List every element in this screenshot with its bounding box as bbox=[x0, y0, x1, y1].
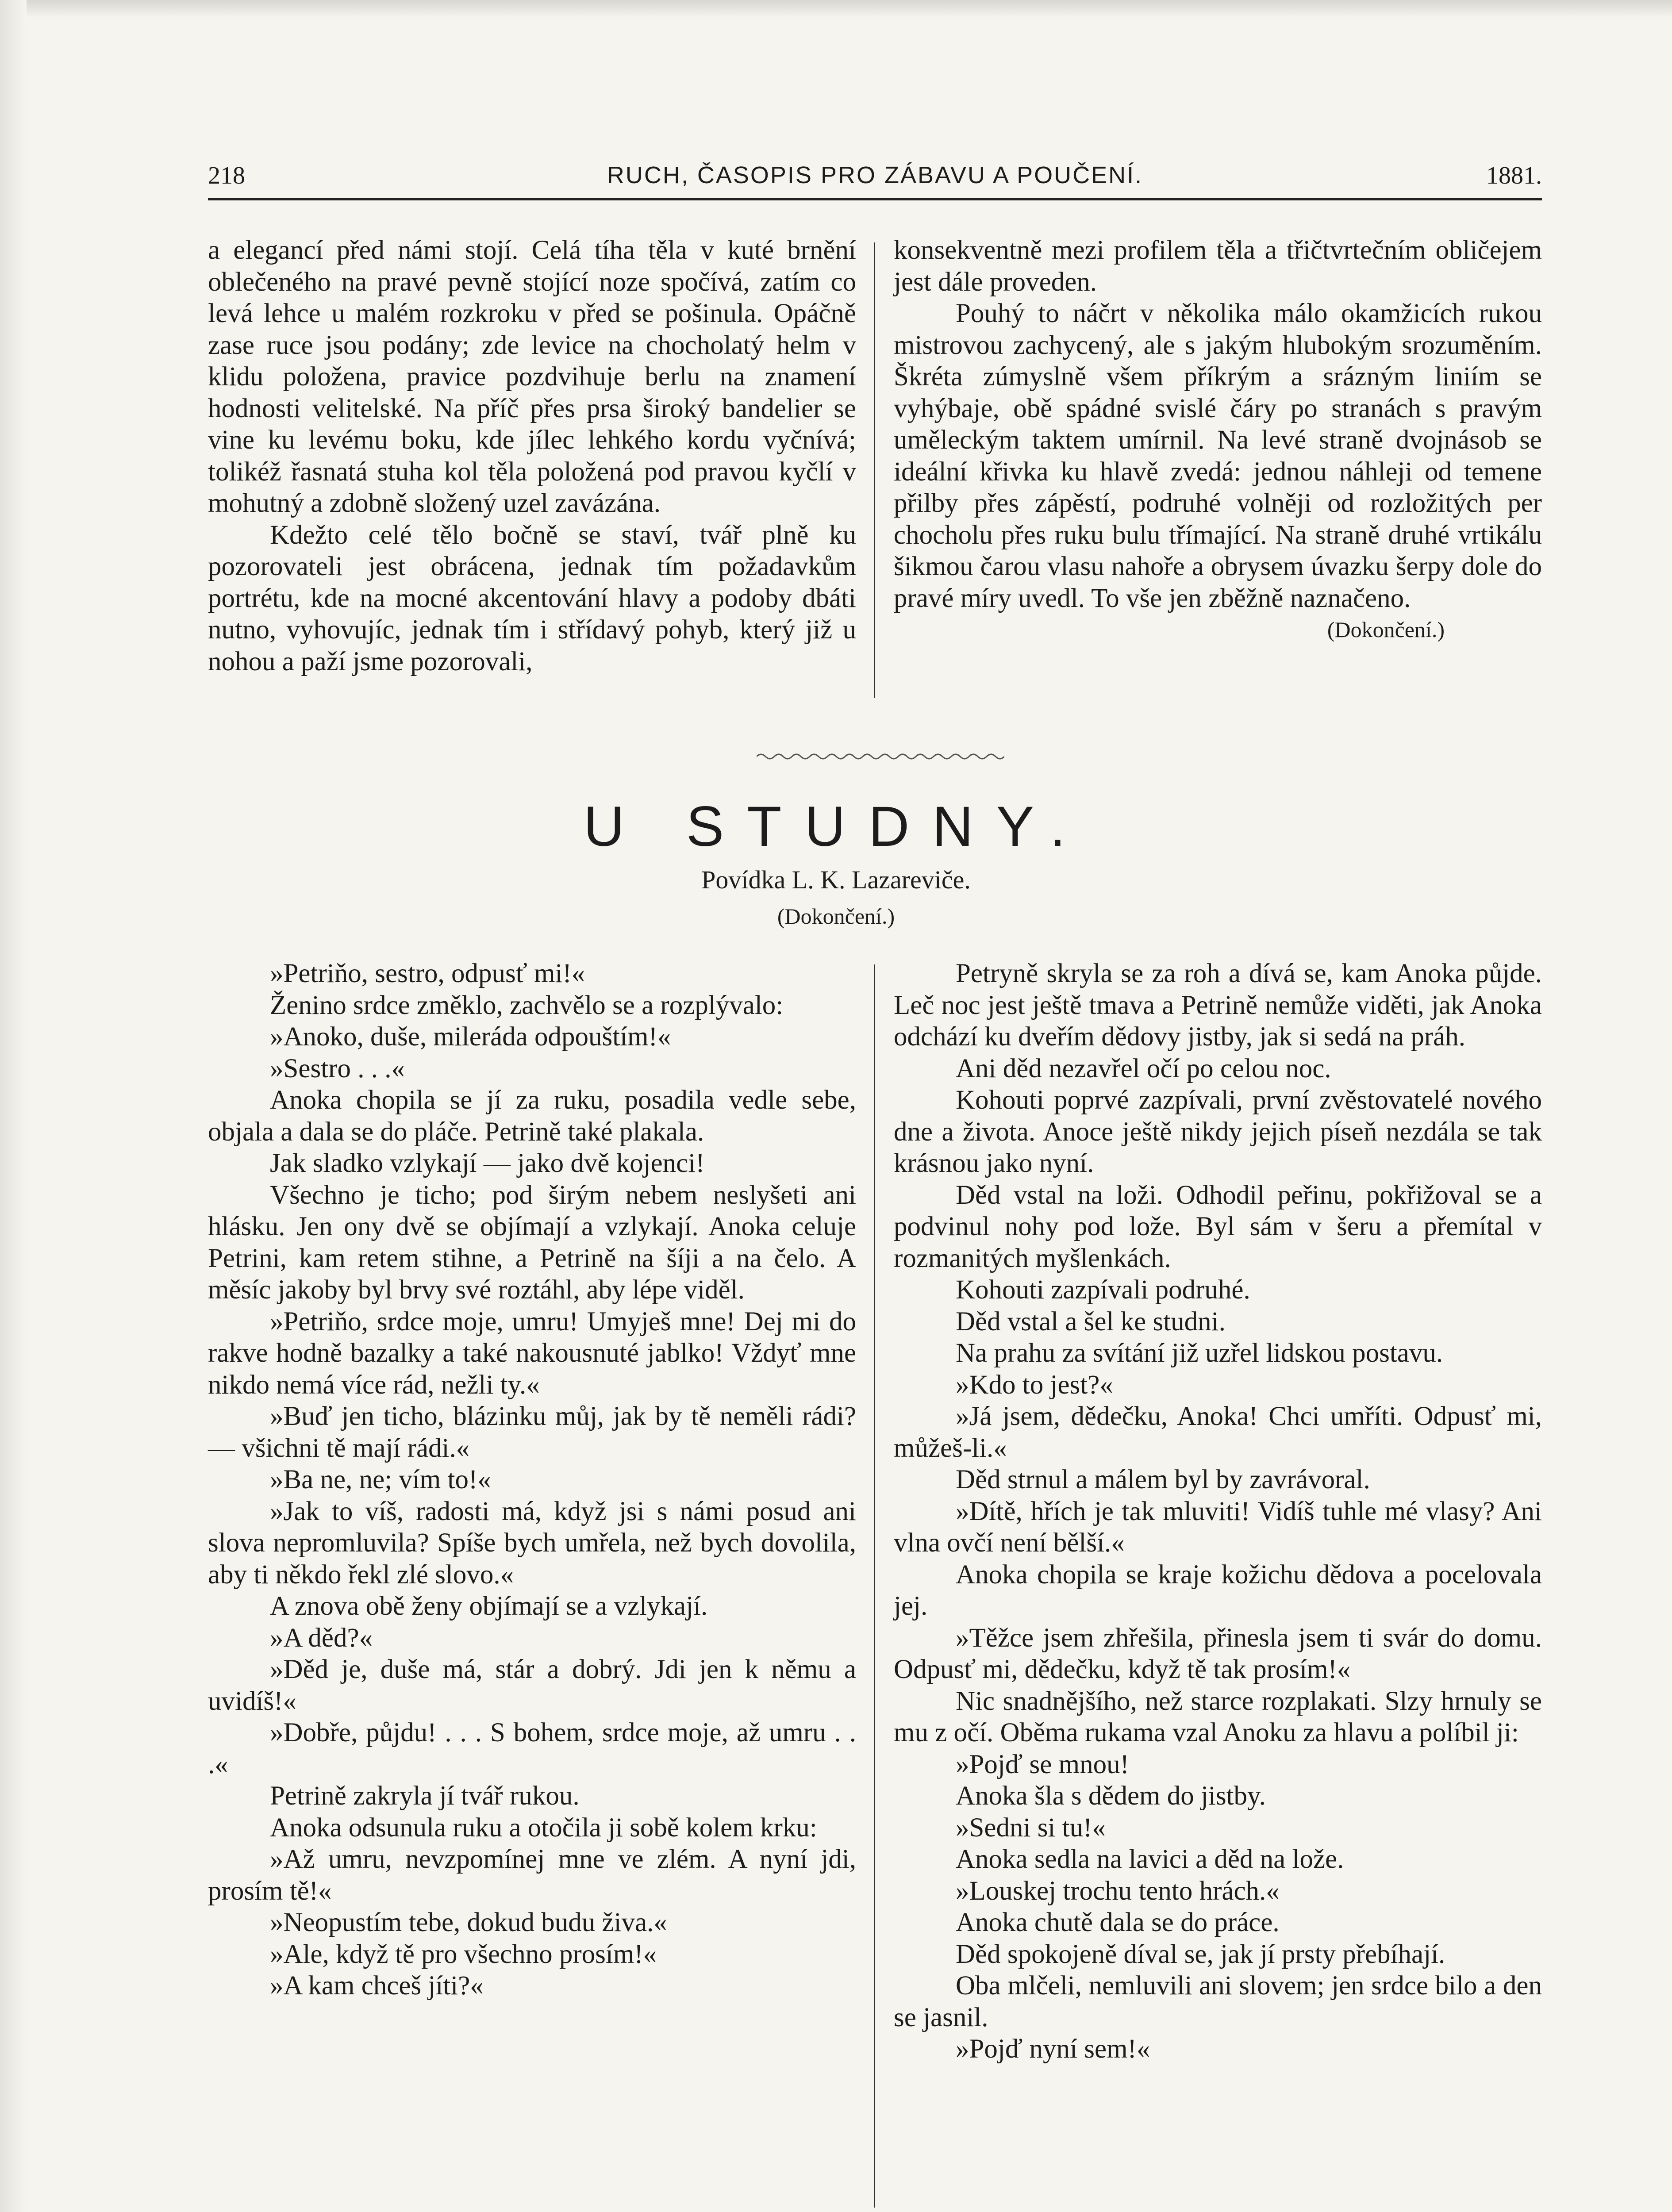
paragraph: »Dítě, hřích je tak mluviti! Vidíš tuhle mé vlasy? Ani vlna ovčí není bělší.« bbox=[894, 1496, 1542, 1558]
paragraph: »Ba ne, ne; vím to!« bbox=[270, 1465, 491, 1494]
paragraph: Oba mlčeli, nemluvili ani slovem; jen srdce bilo a den se jasnil. bbox=[894, 1971, 1542, 2032]
paragraph: »A děd?« bbox=[270, 1623, 373, 1653]
paragraph: A znova obě ženy objímají se a vzlykají. bbox=[270, 1591, 708, 1621]
paragraph: Nic snadnějšího, než starce rozplakati. Slzy hrnuly se mu z očí. Oběma rukama vzal Anoku za hlavu a políbil ji: bbox=[894, 1686, 1542, 1747]
paragraph: »Já jsem, dědečku, Anoka! Chci umříti. Odpusť mi, můžeš-li.« bbox=[894, 1402, 1542, 1463]
paragraph: Jak sladko vzlykají — jako dvě kojenci! bbox=[270, 1148, 705, 1178]
column-divider bbox=[874, 242, 875, 698]
paragraph: »Pojď se mnou! bbox=[956, 1749, 1129, 1779]
page-header bbox=[208, 161, 1542, 192]
paragraph: Děd vstal na loži. Odhodil peřinu, pokřižoval se a podvinul nohy pod lože. Byl sám v šeru a přemítal v rozmanitých myšlenkách. bbox=[894, 1180, 1542, 1273]
paragraph: »Buď jen ticho, blázinku můj, jak by tě neměli rádi? — všichni tě mají rádi.« bbox=[208, 1402, 856, 1463]
paragraph: Všechno je ticho; pod širým nebem neslyšeti ani hlásku. Jen ony dvě se objímají a vzlykají. Anoka celuje Petrini, kam retem stihne, a Petrině na šíji a na čelo. A měsíc jakoby byl brvy své roztáhl, aby lépe viděl. bbox=[208, 1180, 856, 1305]
article1-right-column bbox=[894, 234, 1542, 646]
paragraph: Kdežto celé tělo bočně se staví, tvář plně ku pozorovateli jest obrácena, jednak tím požadavkům portrétu, kde na mocné akcentování hlavy a podoby dbáti nutno, vyhovujíc, jednak tím i střídavý pohyb, který již u nohou a paží jsme pozorovali, bbox=[208, 520, 856, 676]
paragraph: Anoka odsunula ruku a otočila ji sobě kolem krku: bbox=[270, 1813, 817, 1843]
paragraph: »Sestro . . .« bbox=[270, 1053, 405, 1083]
story-left-column bbox=[208, 958, 856, 2002]
paragraph: Na prahu za svítání již uzřel lidskou postavu. bbox=[956, 1338, 1443, 1368]
paragraph: Anoka chutě dala se do práce. bbox=[956, 1908, 1280, 1937]
paragraph: a elegancí před námi stojí. Celá tíha těla v kuté brnění oblečeného na pravé pevně stojící noze spočívá, zatím co levá lehce u malém rozkroku v před se pošinula. Opáčně zase ruce jsou podány; zde levice na chocholatý helm v klidu položena, pravice pozdvihuje berlu na znamení hodnosti velitelské. Na příč přes prsa široký bandelier se vine ku levému boku, kde jílec lehkého kordu vyčnívá; tolikéž řasnatá stuha kol těla položená pod pravou kyčlí v mohutný a zdobně složený uzel zavázána. bbox=[208, 235, 856, 518]
story-right-column bbox=[894, 958, 1542, 2065]
paragraph: »Petriňo, srdce moje, umru! Umyješ mne! Dej mi do rakve hodně bazalky a také nakousnuté jablko! Vždyť mne nikdo nemá více rád, nežli ty.« bbox=[208, 1306, 856, 1400]
paragraph: Petryně skryla se za roh a dívá se, kam Anoka půjde. Leč noc jest ještě tmava a Petrině nemůže viděti, jak Anoka odchází ku dveřím dědovy jistby, jak si sedá na práh. bbox=[894, 959, 1542, 1052]
paragraph: »Kdo to jest?« bbox=[956, 1370, 1113, 1400]
paragraph: konsekventně mezi profilem těla a třičtvrtečním obličejem jest dále proveden. bbox=[894, 235, 1542, 297]
paragraph: »Sedni si tu!« bbox=[956, 1813, 1106, 1843]
header-rule bbox=[208, 198, 1542, 200]
continued-note: (Dokončení.) bbox=[1327, 617, 1445, 642]
paragraph: Pouhý to náčrt v několika málo okamžicích rukou mistrovou zachycený, ale s jakým hlubokým srozuměním. Škréta zúmyslně všem příkrým a srázným liniím se vyhýbaje, obě spádné svislé čáry po stranách s pravým uměleckým taktem umírnil. Na levé straně dvojnásob se ideální křivka ku hlavě zvedá: jednou náhleji od temene přilby přes zápěstí, podruhé volněji od rozložitých per chocholu přes ruku bulu třímající. Na straně druhé vrtikálu šikmou čarou vlasu nahoře a obrysem úvazku šerpy dole do pravé míry uvedl. To vše jen zběžně naznačeno. bbox=[894, 299, 1542, 613]
paragraph: »Dobře, půjdu! . . . S bohem, srdce moje, až umru . . .« bbox=[208, 1718, 856, 1779]
paragraph: »A kam chceš jíti?« bbox=[270, 1971, 484, 2001]
scan-edge-left bbox=[0, 0, 27, 2212]
paragraph: Kohouti poprvé zazpívali, první zvěstovatelé nového dne a života. Anoce ještě nikdy jejich píseň nezdála se tak krásnou jako nyní. bbox=[894, 1085, 1542, 1178]
year: 1881. bbox=[1486, 162, 1542, 189]
paragraph: Anoka sedla na lavici a děd na lože. bbox=[956, 1844, 1344, 1874]
paragraph: »Pojď nyní sem!« bbox=[956, 2034, 1150, 2064]
story-title: U STUDNY. bbox=[583, 795, 1089, 858]
paragraph: Kohouti zazpívali podruhé. bbox=[956, 1275, 1250, 1305]
ornamental-squiggle bbox=[757, 750, 1004, 763]
running-title: RUCH, ČASOPIS PRO ZÁBAVU A POUČENÍ. bbox=[607, 162, 1143, 188]
scan-edge-top bbox=[0, 0, 1672, 18]
page-number: 218 bbox=[208, 162, 245, 189]
paragraph: Anoka chopila se jí za ruku, posadila vedle sebe, objala a dala se do pláče. Petrině také plakala. bbox=[208, 1085, 856, 1147]
paragraph: Děd strnul a málem byl by zavrávoral. bbox=[956, 1465, 1370, 1494]
paragraph: »Anoko, duše, mileráda odpouštím!« bbox=[270, 1022, 671, 1052]
paragraph: Děd vstal a šel ke studni. bbox=[956, 1306, 1226, 1336]
paragraph: »Děd je, duše má, stár a dobrý. Jdi jen k němu a uvidíš!« bbox=[208, 1655, 856, 1716]
paragraph: »Jak to víš, radosti má, když jsi s námi posud ani slova nepromluvila? Spíše bych umřela, než bych dovolila, aby ti někdo řekl zlé slovo.« bbox=[208, 1496, 856, 1590]
column-divider bbox=[874, 964, 875, 2208]
paragraph: »Těžce jsem zhřešila, přinesla jsem ti svár do domu. Odpusť mi, dědečku, když tě tak prosím!« bbox=[894, 1623, 1542, 1684]
paragraph: Petrině zakryla jí tvář rukou. bbox=[270, 1781, 580, 1811]
story-byline: Povídka L. K. Lazareviče. bbox=[701, 865, 971, 894]
paragraph: »Louskej trochu tento hrách.« bbox=[956, 1876, 1280, 1906]
paragraph: »Ale, když tě pro všechno prosím!« bbox=[270, 1939, 657, 1969]
paragraph: Anoka šla s dědem do jistby. bbox=[956, 1781, 1266, 1811]
paragraph: Ani děd nezavřel očí po celou noc. bbox=[956, 1053, 1331, 1083]
paragraph: Ženino srdce změklo, zachvělo se a rozplývalo: bbox=[270, 990, 784, 1020]
paragraph: »Až umru, nevzpomínej mne ve zlém. A nyní jdi, prosím tě!« bbox=[208, 1844, 856, 1906]
paragraph: »Neopustím tebe, dokud budu živa.« bbox=[270, 1908, 667, 1937]
paragraph: Děd spokojeně díval se, jak jí prsty přebíhají. bbox=[956, 1939, 1445, 1969]
story-continued-note: (Dokončení.) bbox=[777, 904, 895, 929]
article1-left-column bbox=[208, 234, 856, 677]
paragraph: »Petriňo, sestro, odpusť mi!« bbox=[270, 959, 585, 988]
paragraph: Anoka chopila se kraje kožichu dědova a pocelovala jej. bbox=[894, 1559, 1542, 1621]
